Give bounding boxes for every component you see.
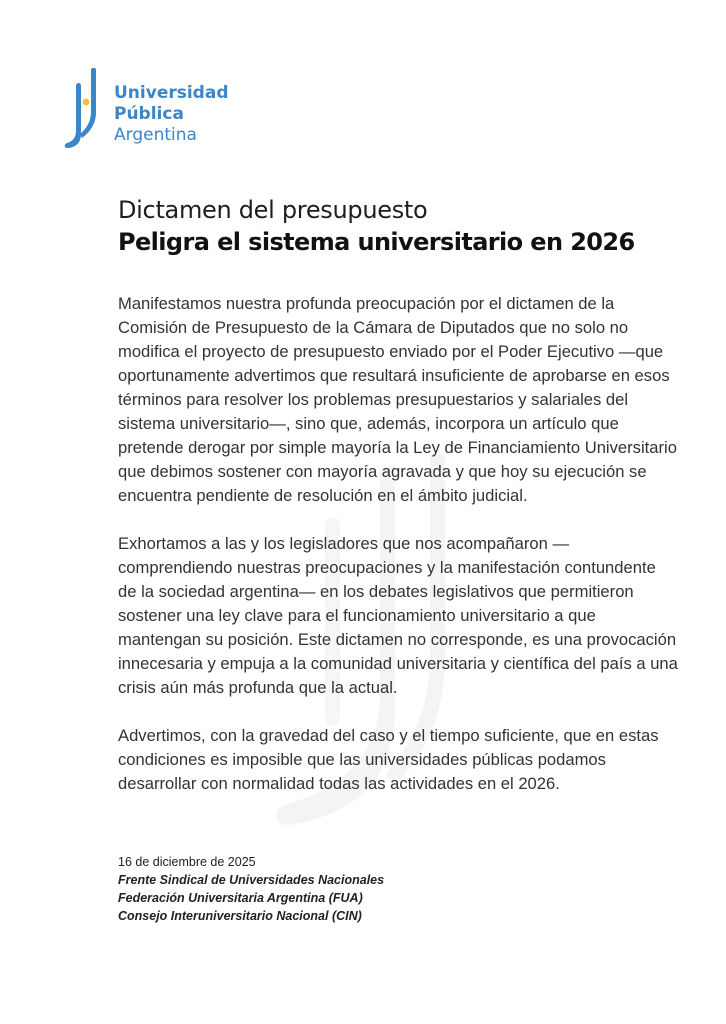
- logo-line-3: Argentina: [114, 125, 197, 145]
- logo-wordmark: [114, 83, 228, 146]
- signature-block: [118, 853, 384, 925]
- paragraph-2: Exhortamos a las y los legisladores que nos acompañaron —comprendiendo nuestras preocupaciones y la manifestación contundente de la sociedad argentina— en los debates legislativos que permitieron sostener una ley clave para el funcionamiento universitario a que mantengan su posición. Este dictamen no corresponde, es una provocación innecesaria y empuja a la comunidad universitaria y científica del país a una crisis aún más profunda que la actual.: [118, 534, 678, 697]
- logo-line-1: Universidad: [114, 83, 229, 103]
- signature-date: 16 de diciembre de 2025: [118, 855, 256, 869]
- logo-mark-icon: [62, 68, 104, 150]
- document-title: Dictamen del presupuesto: [118, 196, 428, 224]
- paragraph-1: Manifestamos nuestra profunda preocupación por el dictamen de la Comisión de Presupuesto de la Cámara de Diputados que no solo no modifica el proyecto de presupuesto enviado por el Poder Ejecutivo —que oportunamente advertimos que resultará insuficiente de aprobarse en esos términos para resolver los problemas presupuestarios y salariales del sistema universitario—, sino que, además, incorpora un artículo que pretende derogar por simple mayoría la Ley de Financiamiento Universitario que debimos sostener con mayoría agravada y que hoy su ejecución se encuentra pendiente de resolución en el ámbito judicial.: [118, 294, 677, 505]
- document-subtitle: Peligra el sistema universitario en 2026: [118, 228, 635, 256]
- signatory-3: Consejo Interuniversitario Nacional (CIN): [118, 909, 362, 923]
- logo-line-2: Pública: [114, 104, 184, 124]
- signatory-2: Federación Universitaria Argentina (FUA): [118, 891, 363, 905]
- statement-body: [118, 292, 678, 820]
- signatory-1: Frente Sindical de Universidades Nacionales: [118, 873, 385, 887]
- heading-block: [118, 194, 678, 258]
- university-logo: [62, 68, 228, 150]
- paragraph-3: Advertimos, con la gravedad del caso y el tiempo suficiente, que en estas condiciones es imposible que las universidades públicas podamos desarrollar con normalidad todas las actividades en el 2026.: [118, 726, 659, 793]
